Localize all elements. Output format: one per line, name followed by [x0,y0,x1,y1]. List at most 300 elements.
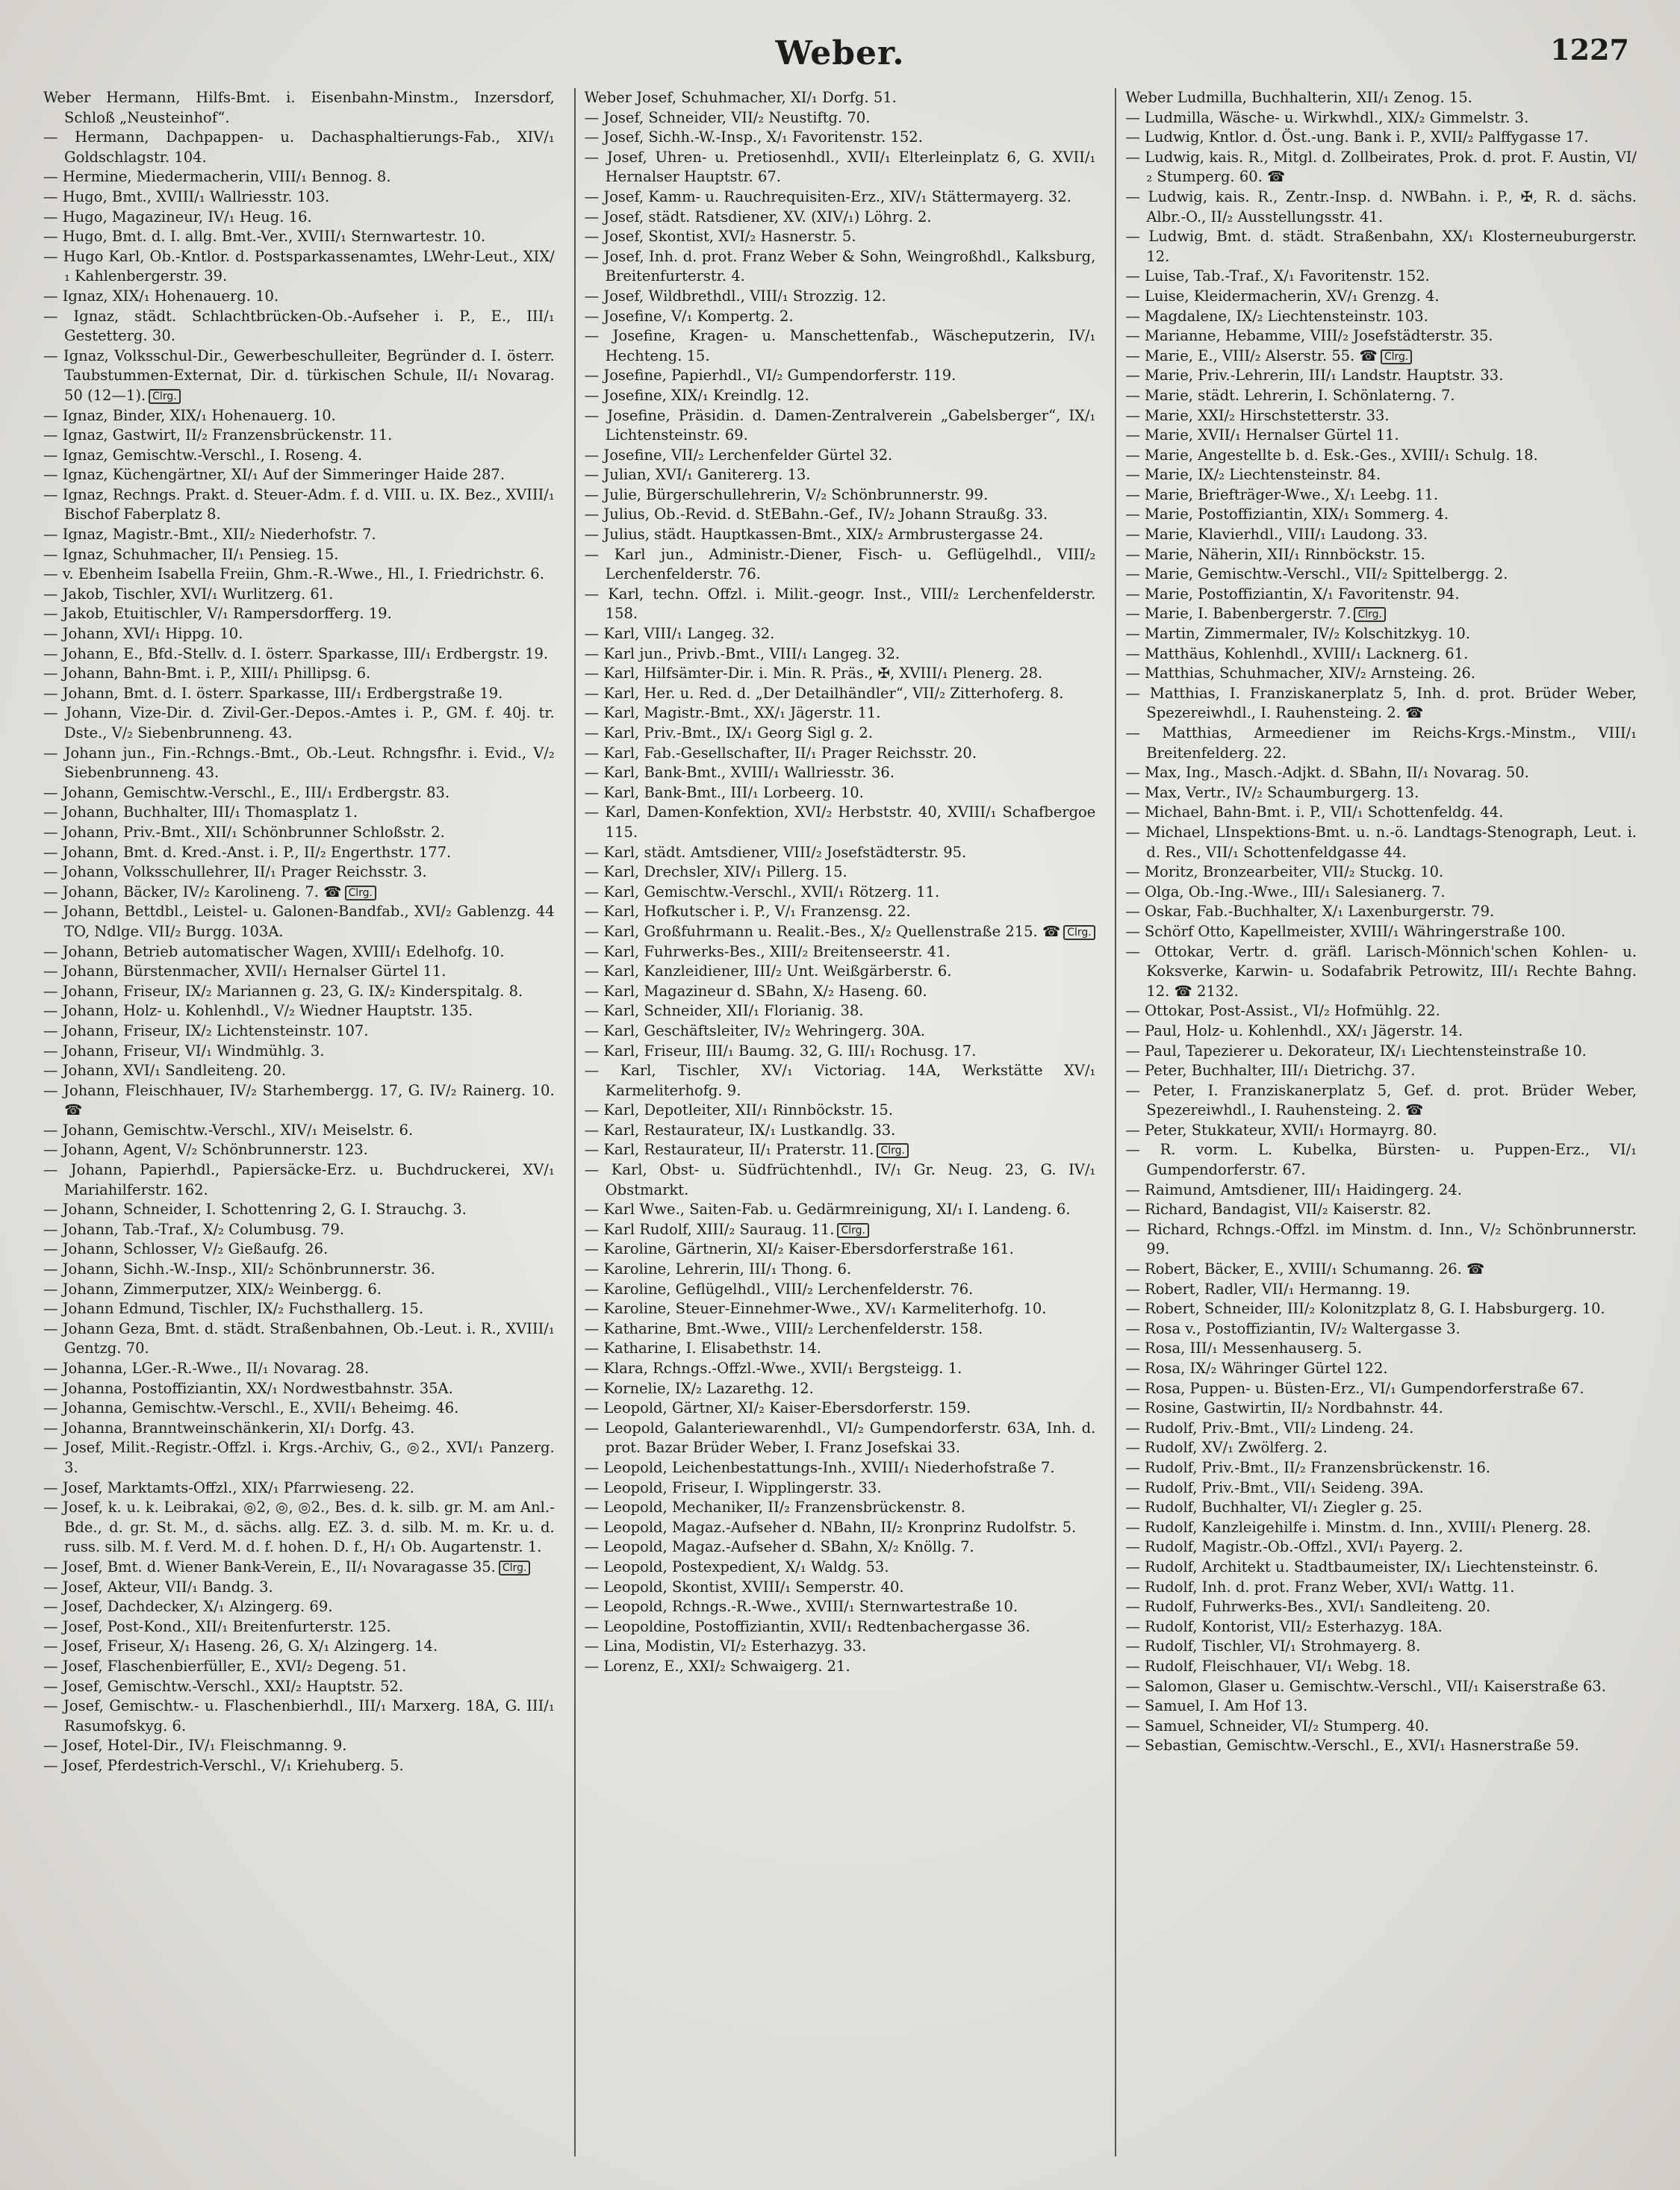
entry-text: — Rudolf, Kontorist, VII/₂ Esterhazyg. 18A. [1125,1617,1443,1635]
directory-entry [585,624,1096,644]
entry-text: — Luise, Kleidermacherin, XV/₁ Grenzg. 4. [1125,287,1440,305]
directory-entry [43,1220,555,1240]
directory-entry [1125,1399,1637,1419]
entry-text: — Luise, Tab.-Traf., X/₁ Favoritenstr. 152. [1125,267,1430,285]
directory-entry [43,703,555,743]
directory-entry [1125,862,1637,883]
entry-text: — Marie, städt. Lehrerin, I. Schönlaterng. 7. [1125,386,1455,404]
directory-entry [1125,307,1637,327]
directory-entry [1125,465,1637,485]
entry-text: — Karl, Tischler, XV/₁ Victoriag. 14A, Werkstätte XV/₁ Karmeliterhofg. 9. [584,1062,1096,1099]
entry-text: — Josefine, VII/₂ Lerchenfelder Gürtel 32. [584,446,893,464]
directory-entry [43,1478,555,1499]
entry-text: — Michael, Bahn-Bmt. i. P., VII/₁ Schottenfeldg. 44. [1125,803,1504,821]
entry-text: — Karl, Magazineur d. SBahn, X/₂ Haseng. 60. [584,982,927,1000]
entry-text: — Peter, Buchhalter, III/₁ Dietrichg. 37. [1125,1062,1416,1080]
directory-entry [585,1419,1096,1458]
directory-entry [1125,902,1637,922]
directory-entry [1125,1299,1637,1319]
entry-text: — Karl, Bank-Bmt., III/₁ Lorbeerg. 10. [584,783,864,801]
directory-entry [1125,1220,1637,1260]
entry-text: — Marianne, Hebamme, VIII/₂ Josefstädterstr. 35. [1125,327,1493,345]
entry-text: — Michael, LInspektions-Bmt. u. n.-ö. Landtags-Stenograph, Leut. i. d. Res., VII/₁ Schottenfeldgasse 44. [1125,823,1637,861]
directory-entry [43,1379,555,1399]
entry-text: — Matthias, Schuhmacher, XIV/₂ Arnsteing. 26. [1125,665,1476,682]
directory-entry [43,1061,555,1081]
entry-text: — Karl, Fab.-Gesellschafter, II/₁ Prager Reichsstr. 20. [584,744,977,762]
entry-text: — Leopold, Rchngs.-R.-Wwe., XVIII/₁ Sternwartestraße 10. [584,1598,1018,1616]
entry-text: — Hermine, Miedermacherin, VIII/₁ Bennog. 8. [43,168,391,186]
entry-text: — Johann, Holz- u. Kohlenhdl., V/₂ Wiedner Hauptstr. 135. [43,1002,473,1020]
entry-text: — Johann, Schneider, I. Schottenring 2, G. I. Strauchg. 3. [43,1201,467,1219]
directory-entry [585,1280,1096,1300]
directory-entry [43,247,555,287]
directory-entry [585,763,1096,783]
directory-entry [1125,267,1637,287]
entry-text: — Karl, Geschäftsleiter, IV/₂ Wehringerg. 30A. [584,1021,926,1039]
entry-text: — Rudolf, Fleischhauer, VI/₁ Webg. 18. [1125,1657,1411,1675]
directory-entry [585,1042,1096,1062]
directory-entry [585,545,1096,585]
directory-entry [43,1239,555,1260]
directory-entry [1125,128,1637,148]
entry-text: — Ottokar, Post-Assist., VI/₂ Hofmühlg. 22. [1125,1002,1440,1020]
directory-entry [1125,1081,1637,1121]
directory-entry [1125,922,1637,942]
directory-entry [585,1399,1096,1419]
entry-text: — Martin, Zimmermaler, IV/₂ Kolschitzkyg. 10. [1125,625,1471,643]
directory-entry [585,505,1096,525]
clearing-badge: Clrg. [1354,607,1386,622]
directory-entry [585,783,1096,803]
entry-text: — Jakob, Etuitischler, V/₁ Rampersdorfferg. 19. [43,605,392,623]
column-right [1115,88,1637,2156]
directory-entry [585,1260,1096,1280]
directory-entry [1125,1280,1637,1300]
directory-entry [585,1001,1096,1021]
directory-entry [43,406,555,426]
entry-text: — Johann, Zimmerputzer, XIX/₂ Weinbergg. 6. [43,1280,382,1298]
entry-text: — Leopold, Mechaniker, II/₂ Franzensbrückenstr. 8. [584,1499,965,1516]
directory-entry [585,1061,1096,1101]
directory-entry [585,962,1096,982]
directory-entry [1125,1597,1637,1617]
entry-text: — Oskar, Fab.-Buchhalter, X/₁ Laxenburgerstr. 79. [1125,903,1495,921]
directory-entry [585,1121,1096,1141]
directory-entry [43,962,555,982]
entry-text: — Marie, Briefträger-Wwe., X/₁ Leebg. 11. [1125,485,1439,503]
entry-text: — Josef, Wildbrethdl., VIII/₁ Strozzig. 12. [584,287,886,305]
entry-text: — Rudolf, Fuhrwerks-Bes., XVI/₁ Sandleiteng. 20. [1125,1598,1491,1616]
directory-entry [1125,883,1637,903]
entry-text: — Rosa, IX/₂ Währinger Gürtel 122. [1125,1360,1388,1377]
entry-text: — Johann Geza, Bmt. d. städt. Straßenbahnen, Ob.-Leut. i. R., XVIII/₁ Gentzg. 70. [43,1319,555,1357]
directory-entry [43,1696,555,1736]
entry-text: — Johann, Agent, V/₂ Schönbrunnerstr. 123. [43,1141,368,1159]
directory-entry [1125,724,1637,763]
entry-text: — Johanna, Postoffiziantin, XX/₁ Nordwestbahnstr. 35A. [43,1379,453,1397]
directory-entry [585,1101,1096,1121]
entry-text: — Johann, Betrieb automatischer Wagen, XVIII/₁ Edelhofg. 10. [43,942,505,960]
entry-text: — Johann, Tab.-Traf., X/₂ Columbusg. 79. [43,1220,345,1238]
directory-entry [1125,227,1637,267]
entry-text: — Rudolf, Priv.-Bmt., VII/₁ Seideng. 39A. [1125,1478,1424,1496]
directory-entry [43,1042,555,1062]
directory-entry [585,664,1096,684]
entry-text: — Rudolf, Tischler, VI/₁ Strohmayerg. 8. [1125,1637,1421,1655]
directory-entry [43,902,555,942]
directory-entry [585,287,1096,307]
entry-text: — Josef, städt. Ratsdiener, XV. (XIV/₁) Löhrg. 2. [584,208,932,225]
entry-text: — Marie, Klavierhdl., VIII/₁ Laudong. 33. [1125,526,1428,544]
entry-text: — Katharine, Bmt.-Wwe., VIII/₂ Lerchenfelderstr. 158. [584,1319,983,1337]
entry-text: — Hugo, Bmt., XVIII/₁ Wallriesstr. 103. [43,187,330,205]
directory-entry [1125,783,1637,803]
directory-entry [43,942,555,962]
directory-entry [1125,1260,1637,1280]
entry-text: — Josef, Flaschenbierfüller, E., XVI/₂ Degeng. 51. [43,1657,407,1675]
entry-text: — Robert, Radler, VII/₁ Hermanng. 19. [1125,1280,1410,1298]
entry-text: — Marie, E., VIII/₂ Alserstr. 55. ☎ [1125,346,1378,364]
entry-text: — Karl, Restaurateur, II/₁ Praterstr. 11. [584,1141,874,1159]
directory-entry [585,585,1096,624]
entry-text: — Johann, Priv.-Bmt., XII/₁ Schönbrunner Schloßstr. 2. [43,823,445,841]
entry-text: — Karl, Gemischtw.-Verschl., XVII/₁ Rötzerg. 11. [584,883,940,900]
entry-text: — Johann, Friseur, IX/₂ Mariannen g. 23, G. IX/₂ Kinderspitalg. 8. [43,982,523,1000]
directory-entry [1125,1537,1637,1558]
entry-text: — Ignaz, Gemischtw.-Verschl., I. Roseng. 4. [43,446,363,464]
directory-entry [585,1558,1096,1578]
entry-text: — Robert, Bäcker, E., XVIII/₁ Schumanng. 26. ☎ [1125,1260,1485,1278]
directory-entry [43,346,555,406]
entry-text: — Josef, Kamm- u. Rauchrequisiten-Erz., XIV/₁ Stättermayerg. 32. [584,187,1071,205]
entry-text: — Josef, Friseur, X/₁ Haseng. 26, G. X/₁ Alzingerg. 14. [43,1637,438,1655]
entry-text: — Ignaz, Schuhmacher, II/₁ Pensieg. 15. [43,545,339,563]
entry-text: — Karl Wwe., Saiten-Fab. u. Gedärmreinigung, XI/₁ I. Landeng. 6. [584,1201,1071,1219]
directory-entry [43,485,555,525]
entry-text: — Marie, XXI/₂ Hirschstetterstr. 33. [1125,406,1390,424]
entry-text: — Hugo, Bmt. d. I. allg. Bmt.-Ver., XVIII/₁ Sternwartestr. 10. [43,228,486,246]
entry-text: — Josef, Bmt. d. Wiener Bank-Verein, E., II/₁ Novaragasse 35. [43,1558,496,1575]
directory-entry [1125,1696,1637,1717]
entry-text: — Karoline, Steuer-Einnehmer-Wwe., XV/₁ Karmeliterhofg. 10. [584,1300,1047,1318]
directory-entry [585,406,1096,446]
directory-entry [43,167,555,187]
entry-text: — Ludmilla, Wäsche- u. Wirkwhdl., XIX/₂ Gimmelstr. 3. [1125,108,1529,126]
entry-text: — Max, Ing., Masch.-Adjkt. d. SBahn, II/₁ Novarag. 50. [1125,764,1529,782]
directory-entry [43,1756,555,1776]
directory-entry [1125,287,1637,307]
directory-entry [43,684,555,704]
directory-entry [43,307,555,346]
directory-entry [43,1578,555,1598]
entry-text: — Johann, Sichh.-W.-Insp., XII/₂ Schönbrunnerstr. 36. [43,1260,435,1278]
directory-entry [1125,1379,1637,1399]
entry-text: — Katharine, I. Elisabethstr. 14. [584,1340,821,1357]
entry-text: Weber Ludmilla, Buchhalterin, XII/₁ Zenog. 15. [1125,89,1472,106]
directory-entry [43,982,555,1002]
entry-text: — Marie, Angestellte b. d. Esk.-Ges., XVIII/₁ Schulg. 18. [1125,446,1538,464]
entry-text: — Rosa, Puppen- u. Büsten-Erz., VI/₁ Gumpendorferstraße 67. [1125,1379,1584,1397]
entry-text: — Josef, Gemischtw.- u. Flaschenbierhdl., III/₁ Marxerg. 18A, G. III/₁ Rasumofskyg. 6. [43,1697,555,1735]
directory-entry [43,1319,555,1359]
entry-text: Weber Josef, Schuhmacher, XI/₁ Dorfg. 51. [584,89,897,106]
directory-entry [585,1200,1096,1220]
entry-text: — Johann, Papierhdl., Papiersäcke-Erz. u. Buchdruckerei, XV/₁ Mariahilferstr. 162. [43,1161,555,1198]
clearing-badge: Clrg. [837,1223,869,1238]
directory-entry [585,843,1096,863]
directory-entry [585,883,1096,903]
entry-text: — Johann, Bettdbl., Leistel- u. Galonen-Bandfab., XVI/₂ Gablenzg. 44 TO, Ndlge. VII/₂ Burgg. 103A. [43,903,555,940]
directory-entry [585,307,1096,327]
directory-entry [1125,1518,1637,1538]
entry-text: — Rudolf, Inh. d. prot. Franz Weber, XVI/₁ Wattg. 11. [1125,1578,1515,1596]
entry-text: — Josef, Skontist, XVI/₂ Hasnerstr. 5. [584,228,856,246]
directory-entry [585,1657,1096,1677]
entry-text: — Josef, Hotel-Dir., IV/₁ Fleischmanng. 9. [43,1737,347,1755]
entry-text: — Magdalene, IX/₂ Liechtensteinstr. 103. [1125,307,1428,325]
entry-text: — Marie, IX/₂ Liechtensteinstr. 84. [1125,466,1381,484]
entry-text: — Rosa, III/₁ Messenhauserg. 5. [1125,1340,1362,1357]
entry-text: — Marie, Priv.-Lehrerin, III/₁ Landstr. Hauptstr. 33. [1125,367,1504,385]
directory-entry [1125,1339,1637,1359]
directory-entry [43,1438,555,1478]
entry-text: — Johann, Fleischhauer, IV/₂ Starhembergg. 17, G. IV/₂ Rainerg. 10. ☎ [43,1081,555,1119]
entry-text: — Rudolf, Magistr.-Ob.-Offzl., XVI/₁ Payerg. 2. [1125,1538,1463,1556]
directory-entry [1125,1419,1637,1439]
entry-text: — Johann, XVI/₁ Sandleiteng. 20. [43,1062,287,1080]
directory-entry [585,1518,1096,1538]
directory-entry [585,1359,1096,1379]
entry-text: — Klara, Rchngs.-Offzl.-Wwe., XVII/₁ Bergsteigg. 1. [584,1360,962,1377]
directory-entry [1125,1319,1637,1340]
entry-text: — Paul, Tapezierer u. Dekorateur, IX/₁ Liechtensteinstraße 10. [1125,1042,1587,1060]
directory-entry [1125,1061,1637,1081]
directory-entry [1125,644,1637,665]
entry-text: — Karl Rudolf, XIII/₂ Sauraug. 11. [584,1220,835,1238]
entry-text: — Marie, XVII/₁ Hernalser Gürtel 11. [1125,426,1399,444]
entry-text: — Karl, Obst- u. Südfrüchtenhdl., IV/₁ Gr. Neug. 23, G. IV/₁ Obstmarkt. [584,1161,1096,1198]
entry-text: — Paul, Holz- u. Kohlenhdl., XX/₁ Jägerstr. 14. [1125,1021,1463,1039]
directory-entry [43,1359,555,1379]
entry-text: — Karl, Drechsler, XIV/₁ Pillerg. 15. [584,863,847,881]
entry-text: — Josef, Akteur, VII/₁ Bandg. 3. [43,1578,273,1596]
directory-entry [1125,525,1637,545]
directory-entry [1125,148,1637,187]
column-middle [574,88,1096,2156]
directory-entry [585,1478,1096,1499]
entry-text: — Karl, Kanzleidiener, III/₂ Unt. Weißgärberstr. 6. [584,962,952,980]
directory-entry [43,1498,555,1558]
directory-entry [1125,1200,1637,1220]
directory-entry [585,1339,1096,1359]
directory-entry [1125,1359,1637,1379]
entry-text: — Ignaz, XIX/₁ Hohenauerg. 10. [43,287,279,305]
entry-text: — Johann, Gemischtw.-Verschl., E., III/₁ Erdbergstr. 83. [43,783,450,801]
directory-entry [43,843,555,863]
entry-text: — Karl, Hofkutscher i. P., V/₁ Franzensg. 22. [584,903,911,921]
entry-text: — Julian, XVI/₁ Ganitererg. 13. [584,466,811,484]
directory-entry [585,862,1096,883]
directory-entry [43,1399,555,1419]
entry-text: — Ludwig, kais. R., Mitgl. d. Zollbeirates, Prok. d. prot. F. Austin, VI/₂ Stumperg. 60. ☎ [1125,148,1637,186]
directory-entry [585,108,1096,128]
directory-entry [43,823,555,843]
entry-text: — Karl, Fuhrwerks-Bes., XIII/₂ Breitenseerstr. 41. [584,942,951,960]
directory-entry [1125,1021,1637,1042]
directory-entry [585,1617,1096,1637]
entry-text: — Josefine, Kragen- u. Manschettenfab., Wäscheputzerin, IV/₁ Hechteng. 15. [584,327,1096,364]
entry-text: — Peter, Stukkateur, XVII/₁ Hormayrg. 80. [1125,1121,1437,1139]
entry-text: — Marie, Gemischtw.-Verschl., VII/₂ Spittelbergg. 2. [1125,565,1508,583]
entry-text: — Max, Vertr., IV/₂ Schaumburgerg. 13. [1125,783,1419,801]
directory-entry [585,1458,1096,1478]
directory-entry [585,982,1096,1002]
entry-text: — Schörf Otto, Kapellmeister, XVIII/₁ Währingerstraße 100. [1125,922,1566,940]
entry-text: — Johanna, LGer.-R.-Wwe., II/₁ Novarag. 28. [43,1360,370,1377]
directory-entry [585,1160,1096,1200]
entry-text: — Josef, Schneider, VII/₂ Neustiftg. 70. [584,108,871,126]
entry-text: — Johann, Bürstenmacher, XVII/₁ Hernalser Gürtel 11. [43,962,447,980]
entry-text: — Josefine, Papierhdl., VI/₂ Gumpendorferstr. 119. [584,367,956,385]
directory-entry [1125,1458,1637,1478]
directory-entry [585,644,1096,665]
directory-entry [1125,684,1637,724]
directory-entry [585,902,1096,922]
entry-text: — Lorenz, E., XXI/₂ Schwaigerg. 21. [584,1657,850,1675]
clearing-badge: Clrg. [1063,925,1095,940]
directory-entry [43,208,555,228]
entry-text: — Johann, Schlosser, V/₂ Gießaufg. 26. [43,1240,329,1258]
directory-entry [43,1260,555,1280]
entry-text: — Josef, Dachdecker, X/₁ Alzingerg. 69. [43,1598,333,1616]
directory-entry [43,446,555,466]
entry-text: — Ignaz, Gastwirt, II/₂ Franzensbrückenstr. 11. [43,426,393,444]
entry-text: — Karl jun., Privb.-Bmt., VIII/₁ Langeg. 32. [584,644,900,662]
entry-text: — Karl, Her. u. Red. d. „Der Detailhändler“, VII/₂ Zitterhoferg. 8. [584,684,1064,702]
directory-entry [1125,1498,1637,1518]
entry-text: — Ottokar, Vertr. d. gräfl. Larisch-Mönnich'schen Kohlen- u. Koksverke, Karwin- u. Sodafabrik Petrowitz, III/₁ Rechte Bahng. 12. ☎ 2132. [1125,942,1637,1000]
directory-entry [1125,624,1637,644]
directory-entry [1125,823,1637,862]
entry-text: — Ignaz, Küchengärtner, XI/₁ Auf der Simmeringer Haide 287. [43,466,505,484]
directory-entry [1125,1042,1637,1062]
running-head-title: Weber. [775,34,905,72]
directory-entry [585,208,1096,228]
entry-text: — Leopold, Gärtner, XI/₂ Kaiser-Ebersdorferstr. 159. [584,1399,971,1417]
directory-entry [43,862,555,883]
entry-text: — Johann, Buchhalter, III/₁ Thomasplatz 1. [43,803,358,821]
entry-text: — Johann, Friseur, IX/₂ Lichtensteinstr. 107. [43,1021,369,1039]
directory-entry [585,187,1096,208]
page-header [45,28,1635,81]
directory-entry [1125,1617,1637,1637]
entry-text: — Leopold, Magaz.-Aufseher d. NBahn, II/₂ Kronprinz Rudolfstr. 5. [584,1518,1077,1536]
directory-entry [585,386,1096,406]
entry-text: — Karl, Priv.-Bmt., IX/₁ Georg Sigl g. 2. [584,724,873,741]
directory-entry [585,1021,1096,1042]
directory-entry [585,1319,1096,1340]
directory-entry [43,883,555,903]
entry-text: — Raimund, Amtsdiener, III/₁ Haidingerg. 24. [1125,1180,1462,1198]
entry-text: — Johann, E., Bfd.-Stellv. d. I. österr. Sparkasse, III/₁ Erdbergstr. 19. [43,644,549,662]
entry-text: — Richard, Rchngs.-Offzl. im Minstm. d. Inn., V/₂ Schönbrunnerstr. 99. [1125,1220,1637,1258]
entry-text: — Jakob, Tischler, XVI/₁ Wurlitzerg. 61. [43,585,334,603]
directory-entry [585,1578,1096,1598]
directory-entry [1125,108,1637,128]
entry-text: — Ignaz, Magistr.-Bmt., XII/₂ Niederhofstr. 7. [43,526,376,544]
directory-entry [585,1299,1096,1319]
directory-entry [585,88,1096,108]
clearing-badge: Clrg. [877,1143,909,1158]
entry-text: — Josef, Inh. d. prot. Franz Weber & Sohn, Weingroßhdl., Kalksburg, Breitenfurterstr. 4. [584,247,1096,285]
directory-entry [43,545,555,565]
directory-entry [43,604,555,624]
directory-entry [1125,366,1637,386]
directory-entry [1125,1121,1637,1141]
directory-entry [43,1200,555,1220]
directory-entry [43,1657,555,1677]
directory-entry [1125,326,1637,346]
entry-text: — Leopold, Magaz.-Aufseher d. SBahn, X/₂ Knöllg. 7. [584,1538,974,1556]
directory-entry [585,326,1096,366]
directory-entry [585,744,1096,764]
directory-entry [43,664,555,684]
directory-entry [43,1140,555,1160]
directory-entry [1125,1140,1637,1180]
clearing-badge: Clrg. [149,389,181,404]
entry-text: — Johann jun., Fin.-Rchngs.-Bmt., Ob.-Leut. Rchngsfhr. i. Evid., V/₂ Siebenbrunneng. 43. [43,744,555,782]
entry-text: — Karl, Hilfsämter-Dir. i. Min. R. Präs., ✠, XVIII/₁ Plenerg. 28. [584,665,1043,682]
directory-entry [585,247,1096,287]
entry-text: — Karoline, Geflügelhdl., VIII/₂ Lerchenfelderstr. 76. [584,1280,974,1298]
entry-text: — Leopold, Skontist, XVIII/₁ Semperstr. 40. [584,1578,904,1596]
directory-entry [585,1379,1096,1399]
entry-text: — Leopold, Postexpedient, X/₁ Waldg. 53. [584,1558,889,1575]
directory-entry [1125,505,1637,525]
entry-text: — Matthias, Armeediener im Reichs-Krgs.-Minstm., VIII/₁ Breitenfelderg. 22. [1125,724,1637,762]
entry-text: — Rosine, Gastwirtin, II/₂ Nordbahnstr. 44. [1125,1399,1443,1417]
directory-entry [43,227,555,247]
directory-entry [43,803,555,823]
entry-text: — Karl, Magistr.-Bmt., XX/₁ Jägerstr. 11. [584,704,881,722]
directory-entry [43,1081,555,1121]
entry-text: — Karl jun., Administr.-Diener, Fisch- u. Geflügelhdl., VIII/₂ Lerchenfelderstr. 76. [584,545,1096,583]
directory-entry [1125,545,1637,565]
directory-entry [43,1597,555,1617]
entry-text: — Marie, Näherin, XII/₁ Rinnböckstr. 15. [1125,545,1425,563]
entry-text: — Rudolf, Architekt u. Stadtbaumeister, IX/₁ Liechtensteinstr. 6. [1125,1558,1599,1575]
entry-text: — Hugo Karl, Ob.-Kntlor. d. Postsparkassenamtes, LWehr-Leut., XIX/₁ Kahlenbergerstr. 39. [43,247,555,285]
entry-text: — Salomon, Glaser u. Gemischtw.-Verschl., VII/₁ Kaiserstraße 63. [1125,1677,1606,1695]
entry-text: — Julie, Bürgerschullehrerin, V/₂ Schönbrunnerstr. 99. [584,485,989,503]
entry-text: — R. vorm. L. Kubelka, Bürsten- u. Puppen-Erz., VI/₁ Gumpendorferstr. 67. [1125,1141,1637,1179]
directory-entry [1125,446,1637,466]
entry-text: — Richard, Bandagist, VII/₂ Kaiserstr. 82. [1125,1201,1431,1219]
directory-columns [43,88,1637,2156]
directory-entry [1125,1637,1637,1657]
entry-text: — Olga, Ob.-Ing.-Wwe., III/₁ Salesianerg. 7. [1125,883,1446,900]
directory-entry [1125,485,1637,505]
clearing-badge: Clrg. [1381,349,1413,364]
entry-text: — Karl, Restaurateur, IX/₁ Lustkandlg. 33. [584,1121,896,1139]
directory-entry [43,1001,555,1021]
directory-entry [43,1280,555,1300]
directory-entry [1125,585,1637,605]
directory-entry [43,585,555,605]
entry-text: — Ludwig, kais. R., Zentr.-Insp. d. NWBahn. i. P., ✠, R. d. sächs. Albr.-O., II/₂ Ausstellungsstr. 41. [1125,187,1637,225]
entry-text: — Johann, Bahn-Bmt. i. P., XIII/₁ Phillipsg. 6. [43,665,371,682]
